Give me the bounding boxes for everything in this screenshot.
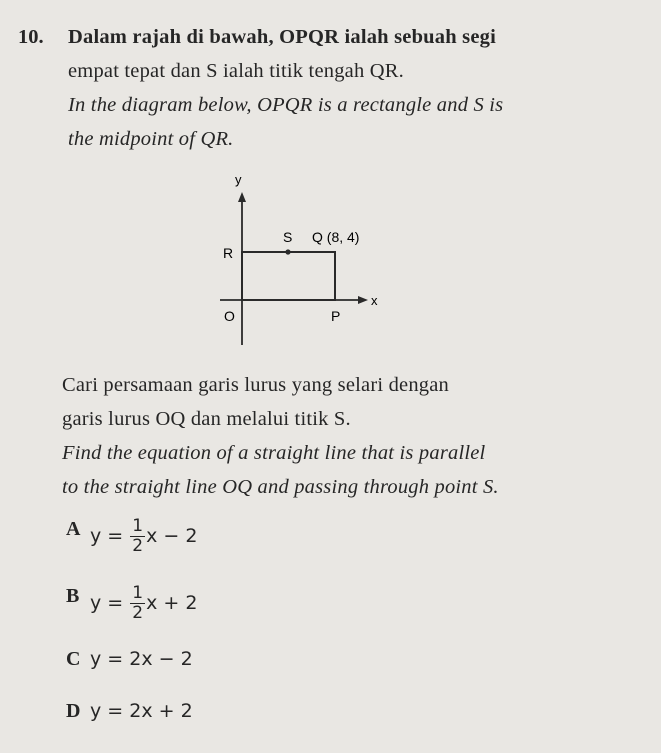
option-letter: B [66, 585, 80, 607]
option-lhs: y = [90, 525, 124, 547]
task-english-line-2: to the straight line OQ and passing through point S. [62, 476, 499, 498]
rectangle-diagram [215, 170, 385, 360]
task-malay-line-2: garis lurus OQ dan melalui titik S. [62, 408, 351, 430]
y-axis-arrow-icon [238, 192, 246, 202]
fraction-one-half: $\frac{1}{2}$ [132, 516, 144, 556]
x-axis-arrow-icon [358, 296, 368, 304]
option-rhs: x − 2 [146, 525, 198, 547]
task-english-line-1: Find the equation of a straight line that is parallel [62, 442, 486, 464]
option-letter: D [66, 700, 81, 722]
option-lhs: y = [90, 592, 124, 614]
point-q-label: Q (8, 4) [312, 229, 360, 245]
task-malay-line-1: Cari persamaan garis lurus yang selari dengan [62, 374, 449, 396]
x-axis-label: x [371, 293, 378, 308]
option-rhs: x + 2 [146, 592, 198, 614]
option-equation: y = 2x − 2 [90, 648, 193, 670]
point-p-label: P [331, 308, 341, 324]
rectangle-opqr [242, 252, 335, 300]
english-statement-line-2: the midpoint of QR. [68, 128, 234, 150]
y-axis-label: y [235, 172, 242, 187]
point-r-label: R [223, 245, 234, 261]
fraction-one-half: $\frac{1}{2}$ [132, 583, 144, 623]
option-letter: C [66, 648, 81, 670]
option-letter: A [66, 518, 81, 540]
malay-statement-line-2: empat tepat dan S ialah titik tengah QR. [68, 60, 404, 82]
origin-label: O [224, 308, 235, 324]
question-number: 10. [18, 26, 44, 48]
point-s-marker [285, 249, 290, 254]
option-equation: y = 2x + 2 [90, 700, 193, 722]
malay-statement-line-1: Dalam rajah di bawah, OPQR ialah sebuah segi [68, 26, 496, 48]
english-statement-line-1: In the diagram below, OPQR is a rectangle and S is [68, 94, 504, 116]
point-s-label: S [283, 229, 293, 245]
